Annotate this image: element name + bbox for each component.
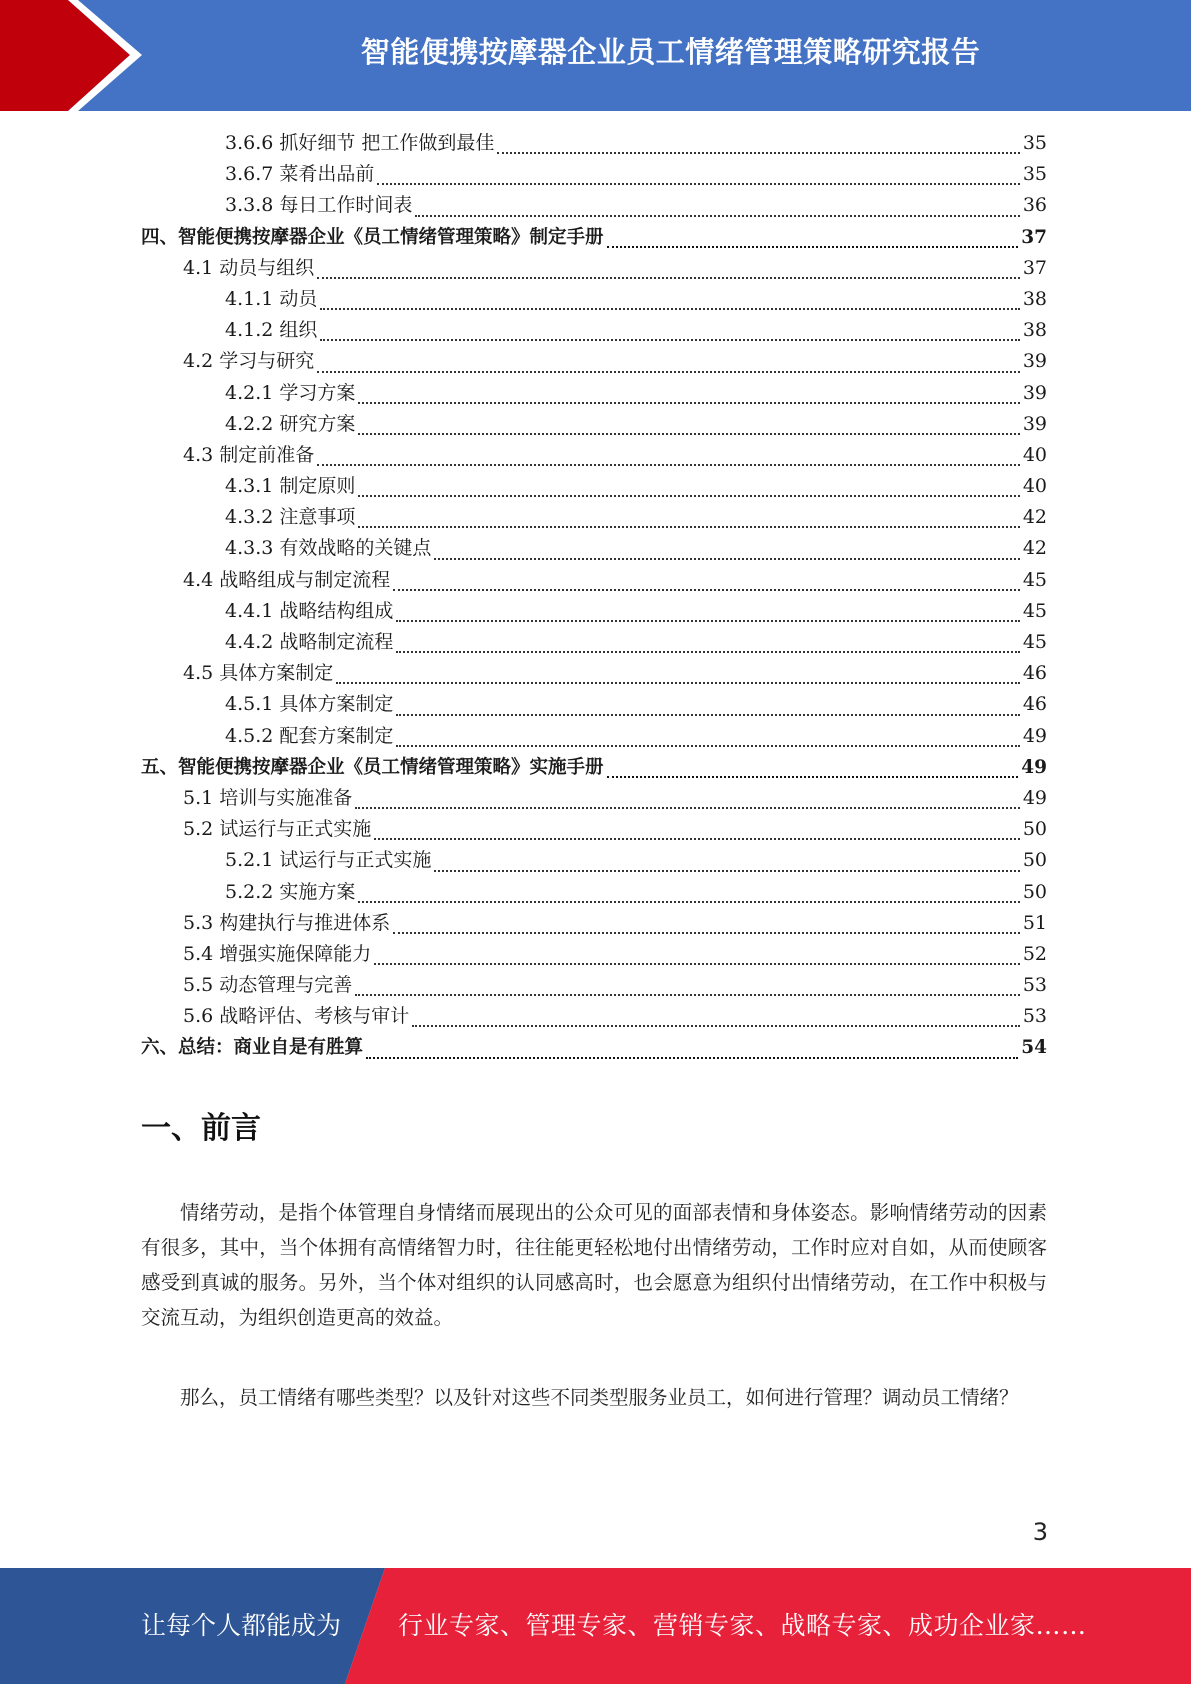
toc-entry-label: 5.3 构建执行与推进体系 bbox=[183, 911, 391, 934]
toc-leader-dots bbox=[415, 215, 1019, 217]
toc-leader-dots bbox=[393, 932, 1020, 934]
toc-entry-page: 53 bbox=[1022, 1005, 1047, 1028]
toc-leader-dots bbox=[396, 620, 1019, 622]
toc-entry-label: 六、总结：商业自是有胜算 bbox=[141, 1037, 364, 1059]
toc-entry[interactable] bbox=[141, 502, 1047, 533]
footer-slogan-right: 行业专家、管理专家、营销专家、战略专家、成功企业家…… bbox=[398, 1611, 1087, 1640]
toc-entry-label: 5.2.2 实施方案 bbox=[225, 880, 356, 903]
toc-entry[interactable] bbox=[141, 471, 1047, 502]
toc-entry-label: 4.4.2 战略制定流程 bbox=[225, 631, 394, 653]
toc-entry[interactable] bbox=[141, 877, 1047, 908]
toc-leader-dots bbox=[317, 464, 1020, 466]
toc-entry-page: 45 bbox=[1022, 568, 1047, 591]
table-of-contents bbox=[141, 128, 1047, 1064]
toc-leader-dots bbox=[320, 308, 1019, 310]
toc-leader-dots bbox=[374, 838, 1020, 840]
toc-entry-label: 5.1 培训与实施准备 bbox=[183, 786, 353, 809]
toc-entry-label: 4.4.1 战略结构组成 bbox=[225, 599, 394, 622]
toc-entry-label: 5.2.1 试运行与正式实施 bbox=[225, 849, 432, 872]
toc-entry[interactable] bbox=[141, 284, 1047, 315]
report-title: 智能便携按摩器企业员工情绪管理策略研究报告 bbox=[360, 34, 981, 69]
toc-entry-page: 40 bbox=[1022, 443, 1047, 466]
toc-leader-dots bbox=[358, 402, 1019, 404]
toc-entry-label: 五、智能便携按摩器企业《员工情绪管理策略》实施手册 bbox=[141, 756, 604, 778]
toc-entry-page: 42 bbox=[1022, 537, 1047, 560]
toc-leader-dots bbox=[355, 994, 1020, 996]
toc-entry-page: 38 bbox=[1022, 319, 1047, 342]
toc-entry[interactable] bbox=[141, 159, 1047, 190]
toc-entry[interactable] bbox=[141, 814, 1047, 845]
toc-leader-dots bbox=[317, 371, 1020, 373]
toc-entry[interactable] bbox=[141, 596, 1047, 627]
toc-entry-page: 52 bbox=[1022, 942, 1047, 965]
toc-leader-dots bbox=[434, 870, 1019, 872]
toc-entry-page: 50 bbox=[1022, 818, 1047, 841]
toc-leader-dots bbox=[358, 526, 1019, 528]
toc-entry-label: 5.4 增强实施保障能力 bbox=[183, 942, 372, 965]
body-paragraph: 那么，员工情绪有哪些类型？以及针对这些不同类型服务业员工，如何进行管理？调动员工情绪？ bbox=[180, 1386, 1019, 1409]
toc-entry-page: 39 bbox=[1022, 350, 1047, 373]
toc-leader-dots bbox=[358, 495, 1019, 497]
toc-entry-label: 4.2.2 研究方案 bbox=[225, 412, 356, 435]
toc-entry-page: 39 bbox=[1022, 381, 1047, 404]
toc-entry-label: 4.5 具体方案制定 bbox=[183, 662, 334, 685]
toc-entry[interactable] bbox=[141, 658, 1047, 689]
toc-entry[interactable] bbox=[141, 440, 1047, 471]
toc-entry[interactable] bbox=[141, 128, 1047, 159]
toc-entry[interactable] bbox=[141, 346, 1047, 377]
toc-entry-page: 40 bbox=[1022, 475, 1047, 498]
toc-entry-page: 45 bbox=[1022, 631, 1047, 653]
toc-entry-page: 50 bbox=[1022, 849, 1047, 872]
toc-leader-dots bbox=[320, 339, 1019, 341]
toc-leader-dots bbox=[607, 246, 1019, 248]
toc-entry-page: 37 bbox=[1021, 226, 1047, 248]
toc-entry-label: 5.5 动态管理与完善 bbox=[183, 974, 353, 997]
toc-entry-label: 4.2 学习与研究 bbox=[183, 350, 315, 373]
toc-leader-dots bbox=[377, 183, 1019, 185]
toc-entry[interactable] bbox=[141, 783, 1047, 814]
toc-entry[interactable] bbox=[141, 378, 1047, 409]
toc-entry[interactable] bbox=[141, 1001, 1047, 1032]
toc-entry-label: 4.2.1 学习方案 bbox=[225, 381, 356, 404]
toc-leader-dots bbox=[607, 776, 1019, 778]
toc-entry-page: 50 bbox=[1022, 880, 1047, 903]
toc-entry-page: 35 bbox=[1022, 132, 1047, 154]
toc-entry-label: 5.6 战略评估、考核与审计 bbox=[183, 1005, 410, 1028]
toc-entry[interactable] bbox=[141, 689, 1047, 720]
toc-entry-page: 38 bbox=[1022, 287, 1047, 310]
toc-entry-page: 46 bbox=[1022, 662, 1047, 685]
toc-entry-label: 4.1.2 组织 bbox=[225, 319, 318, 342]
toc-entry-label: 四、智能便携按摩器企业《员工情绪管理策略》制定手册 bbox=[141, 226, 604, 248]
toc-entry-page: 37 bbox=[1022, 256, 1047, 279]
toc-leader-dots bbox=[412, 1025, 1020, 1027]
toc-leader-dots bbox=[355, 807, 1020, 809]
toc-entry[interactable] bbox=[141, 845, 1047, 876]
toc-leader-dots bbox=[497, 152, 1019, 154]
page-number: 3 bbox=[1032, 1518, 1048, 1546]
page-header bbox=[0, 0, 1191, 111]
toc-leader-dots bbox=[374, 963, 1020, 965]
toc-entry[interactable] bbox=[141, 939, 1047, 970]
toc-entry-label: 3.3.8 每日工作时间表 bbox=[225, 194, 413, 217]
toc-entry[interactable] bbox=[141, 533, 1047, 564]
toc-entry-page: 54 bbox=[1021, 1037, 1047, 1059]
toc-leader-dots bbox=[317, 277, 1020, 279]
toc-entry-page: 49 bbox=[1022, 724, 1047, 747]
toc-entry-page: 45 bbox=[1022, 599, 1047, 622]
toc-entry[interactable] bbox=[141, 752, 1047, 783]
toc-leader-dots bbox=[366, 1057, 1018, 1059]
toc-entry-label: 4.3.2 注意事项 bbox=[225, 506, 356, 529]
toc-leader-dots bbox=[396, 745, 1019, 747]
toc-entry[interactable] bbox=[141, 253, 1047, 284]
toc-entry-page: 39 bbox=[1022, 412, 1047, 435]
toc-entry-label: 4.3.3 有效战略的关键点 bbox=[225, 537, 432, 560]
toc-entry-page: 53 bbox=[1022, 974, 1047, 997]
toc-entry-label: 4.3 制定前准备 bbox=[183, 443, 315, 466]
toc-entry-label: 4.5.2 配套方案制定 bbox=[225, 724, 394, 747]
toc-entry-label: 4.1 动员与组织 bbox=[183, 256, 315, 279]
toc-entry-page: 49 bbox=[1022, 786, 1047, 809]
toc-entry[interactable] bbox=[141, 721, 1047, 752]
toc-entry[interactable] bbox=[141, 627, 1047, 658]
toc-entry[interactable] bbox=[141, 315, 1047, 346]
toc-leader-dots bbox=[396, 714, 1019, 716]
toc-entry-page: 51 bbox=[1022, 911, 1047, 934]
toc-entry-page: 46 bbox=[1022, 693, 1047, 716]
toc-entry[interactable] bbox=[141, 190, 1047, 221]
toc-entry-page: 42 bbox=[1022, 506, 1047, 529]
toc-entry-label: 4.4 战略组成与制定流程 bbox=[183, 568, 391, 591]
toc-entry[interactable] bbox=[141, 565, 1047, 596]
toc-leader-dots bbox=[336, 682, 1020, 684]
section-heading: 一、前言 bbox=[141, 1111, 261, 1146]
toc-leader-dots bbox=[434, 558, 1019, 560]
footer-slogan-left: 让每个人都能成为 bbox=[141, 1611, 342, 1640]
toc-entry[interactable] bbox=[141, 409, 1047, 440]
toc-entry-label: 5.2 试运行与正式实施 bbox=[183, 818, 372, 841]
header-arrow-decoration bbox=[0, 0, 160, 111]
toc-leader-dots bbox=[396, 651, 1019, 653]
toc-entry-label: 4.1.1 动员 bbox=[225, 287, 318, 310]
body-paragraph: 情绪劳动，是指个体管理自身情绪而展现出的公众可见的面部表情和身体姿态。影响情绪劳动的因素有很多，其中，当个体拥有高情绪智力时，往往能更轻松地付出情绪劳动，工作时应对自如，从而使顾客感受到真诚的服务。另外，当个体对组织的认同感高时，也会愿意为组织付出情绪劳动，在工作中积极与交流互动，为组织创造更高的效益。 bbox=[141, 1201, 1047, 1329]
toc-entry[interactable] bbox=[141, 970, 1047, 1001]
page-footer bbox=[0, 1568, 1191, 1684]
toc-entry-label: 3.6.6 抓好细节 把工作做到最佳 bbox=[225, 132, 495, 154]
toc-entry-label: 4.5.1 具体方案制定 bbox=[225, 693, 394, 716]
toc-entry-label: 4.3.1 制定原则 bbox=[225, 475, 356, 498]
toc-entry[interactable] bbox=[141, 1032, 1047, 1063]
toc-entry-label: 3.6.7 菜肴出品前 bbox=[225, 163, 375, 186]
toc-leader-dots bbox=[358, 901, 1019, 903]
toc-entry-page: 49 bbox=[1021, 756, 1047, 778]
toc-leader-dots bbox=[358, 433, 1019, 435]
toc-entry-page: 36 bbox=[1022, 194, 1047, 217]
toc-entry[interactable] bbox=[141, 222, 1047, 253]
toc-entry-page: 35 bbox=[1022, 163, 1047, 186]
toc-leader-dots bbox=[393, 589, 1020, 591]
toc-entry[interactable] bbox=[141, 908, 1047, 939]
